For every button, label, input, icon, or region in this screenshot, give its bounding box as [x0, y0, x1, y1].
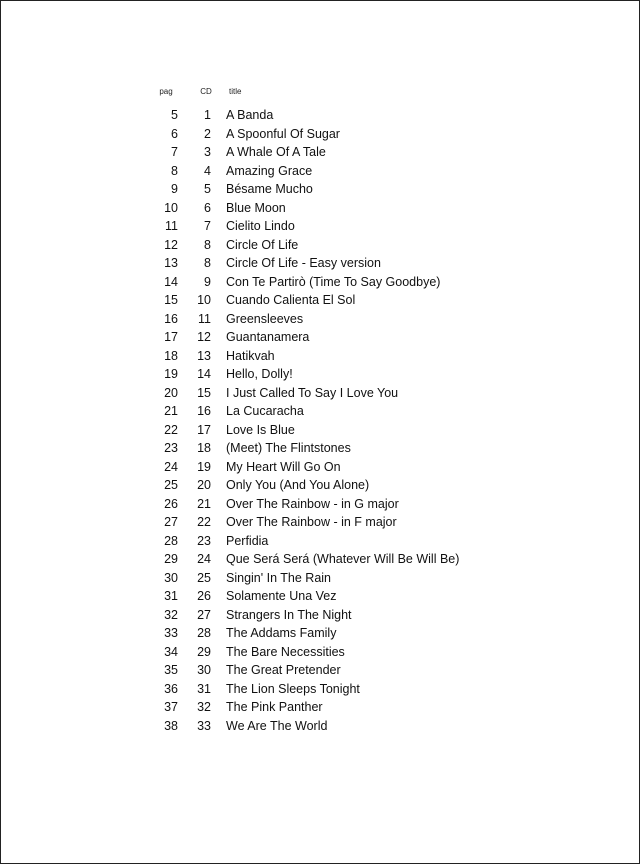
- page-number: 32: [164, 607, 178, 622]
- page-number: 7: [171, 145, 178, 159]
- page-number: 22: [164, 422, 178, 437]
- cd-track-number: 13: [197, 348, 211, 363]
- cd-track-number: 24: [197, 552, 211, 566]
- page-number: 34: [164, 644, 178, 659]
- song-title: The Lion Sleeps Tonight: [226, 681, 360, 696]
- toc-row: [151, 495, 591, 514]
- song-title: A Whale Of A Tale: [226, 145, 326, 159]
- toc-row: [151, 236, 591, 255]
- song-title: Amazing Grace: [226, 163, 313, 178]
- song-title: Hello, Dolly!: [226, 367, 293, 381]
- song-title: Perfidia: [226, 533, 269, 548]
- song-title: Que Será Será (Whatever Will Be Will Be): [226, 552, 460, 566]
- song-title: Only You (And You Alone): [226, 478, 370, 492]
- song-title: Solamente Una Vez: [226, 589, 337, 603]
- cd-track-number: 3: [204, 145, 211, 159]
- song-title: The Great Pretender: [226, 663, 341, 677]
- song-title: A Spoonful Of Sugar: [226, 126, 340, 141]
- toc-row: [151, 328, 591, 347]
- toc-header: [151, 85, 591, 99]
- page-number: 31: [164, 589, 178, 603]
- page-number: 29: [164, 552, 178, 566]
- cd-track-number: 18: [197, 441, 211, 455]
- page-number: 37: [164, 700, 178, 714]
- page-number: 8: [171, 163, 178, 178]
- page-number: 24: [164, 459, 178, 474]
- page-number: 14: [164, 274, 178, 289]
- cd-track-number: 25: [197, 570, 211, 585]
- song-title: Hatikvah: [226, 348, 275, 363]
- cd-track-number: 14: [197, 367, 211, 381]
- toc-row: [151, 624, 591, 643]
- toc-row: [151, 217, 591, 236]
- toc-row: [151, 513, 591, 532]
- song-title: The Bare Necessities: [226, 644, 345, 659]
- cd-track-number: 1: [204, 108, 211, 122]
- cd-track-number: 33: [197, 718, 211, 733]
- cd-track-number: 21: [197, 496, 211, 511]
- toc-row: [151, 162, 591, 181]
- cd-track-number: 4: [204, 163, 211, 178]
- page-number: 21: [164, 404, 178, 418]
- page-number: 5: [171, 108, 178, 122]
- toc-row: [151, 698, 591, 717]
- cd-track-number: 20: [197, 478, 211, 492]
- page-number: 13: [164, 256, 178, 270]
- toc-row: [151, 402, 591, 421]
- song-title: I Just Called To Say I Love You: [226, 385, 399, 400]
- song-title: Love Is Blue: [226, 422, 295, 437]
- toc-row: [151, 106, 591, 125]
- page-number: 23: [164, 441, 178, 455]
- cd-track-number: 9: [204, 274, 211, 289]
- song-title: My Heart Will Go On: [226, 459, 341, 474]
- song-title: Cielito Lindo: [226, 219, 295, 233]
- cd-track-number: 22: [197, 515, 211, 529]
- toc-row: [151, 254, 591, 273]
- page-number: 9: [171, 182, 178, 196]
- cd-track-number: 23: [197, 533, 211, 548]
- song-title: The Addams Family: [226, 626, 337, 640]
- toc-row: [151, 143, 591, 162]
- toc-row: [151, 680, 591, 699]
- toc-row: [151, 550, 591, 569]
- song-title: The Pink Panther: [226, 700, 323, 714]
- toc-row: [151, 421, 591, 440]
- table-of-contents: [151, 85, 591, 735]
- song-title: Over The Rainbow - in F major: [226, 515, 397, 529]
- page-number: 6: [171, 126, 178, 141]
- cd-track-number: 16: [197, 404, 211, 418]
- page-number: 17: [164, 330, 178, 344]
- toc-row: [151, 569, 591, 588]
- song-title: (Meet) The Flintstones: [226, 441, 351, 455]
- header-pag: pag: [159, 87, 173, 96]
- page-number: 28: [164, 533, 178, 548]
- page-number: 26: [164, 496, 178, 511]
- cd-track-number: 15: [197, 385, 211, 400]
- cd-track-number: 7: [204, 219, 211, 233]
- cd-track-number: 8: [204, 237, 211, 252]
- song-title: A Banda: [226, 108, 274, 122]
- page-number: 18: [164, 348, 178, 363]
- cd-track-number: 17: [197, 422, 211, 437]
- page-number: 16: [164, 311, 178, 326]
- song-title: Con Te Partirò (Time To Say Goodbye): [226, 274, 441, 289]
- header-title: title: [229, 87, 242, 96]
- cd-track-number: 19: [197, 459, 211, 474]
- cd-track-number: 2: [204, 126, 211, 141]
- header-cd: CD: [200, 87, 212, 96]
- toc-row: [151, 458, 591, 477]
- toc-row: [151, 532, 591, 551]
- page-number: 36: [164, 681, 178, 696]
- cd-track-number: 30: [197, 663, 211, 677]
- toc-row: [151, 661, 591, 680]
- page-number: 10: [164, 200, 178, 215]
- song-title: Guantanamera: [226, 330, 310, 344]
- song-title: We Are The World: [226, 718, 328, 733]
- page-number: 38: [164, 718, 178, 733]
- page-number: 35: [164, 663, 178, 677]
- cd-track-number: 8: [204, 256, 211, 270]
- toc-row: [151, 476, 591, 495]
- page-number: 11: [165, 219, 178, 233]
- song-title: La Cucaracha: [226, 404, 304, 418]
- page-number: 30: [164, 570, 178, 585]
- toc-row: [151, 365, 591, 384]
- page-number: 20: [164, 385, 178, 400]
- song-title: Singin' In The Rain: [226, 570, 331, 585]
- toc-row: [151, 199, 591, 218]
- song-title: Blue Moon: [226, 200, 286, 215]
- page-number: 19: [164, 367, 178, 381]
- song-title: Circle Of Life: [226, 237, 299, 252]
- cd-track-number: 6: [204, 200, 211, 215]
- cd-track-number: 31: [197, 681, 211, 696]
- toc-rows: [151, 106, 591, 735]
- toc-row: [151, 384, 591, 403]
- toc-row: [151, 717, 591, 736]
- toc-row: [151, 273, 591, 292]
- toc-row: [151, 643, 591, 662]
- song-title: Strangers In The Night: [226, 607, 352, 622]
- toc-row: [151, 291, 591, 310]
- toc-row: [151, 439, 591, 458]
- cd-track-number: 11: [198, 311, 211, 326]
- page-number: 12: [164, 237, 178, 252]
- page-number: 27: [164, 515, 178, 529]
- cd-track-number: 12: [197, 330, 211, 344]
- toc-row: [151, 606, 591, 625]
- cd-track-number: 10: [197, 293, 211, 307]
- page-number: 33: [164, 626, 178, 640]
- toc-row: [151, 125, 591, 144]
- toc-row: [151, 180, 591, 199]
- page-number: 25: [164, 478, 178, 492]
- toc-row: [151, 347, 591, 366]
- toc-row: [151, 310, 591, 329]
- song-title: Bésame Mucho: [226, 182, 313, 196]
- cd-track-number: 29: [197, 644, 211, 659]
- toc-row: [151, 587, 591, 606]
- song-title: Cuando Calienta El Sol: [226, 293, 356, 307]
- cd-track-number: 27: [197, 607, 211, 622]
- song-title: Over The Rainbow - in G major: [226, 496, 399, 511]
- cd-track-number: 32: [197, 700, 211, 714]
- cd-track-number: 26: [197, 589, 211, 603]
- page-number: 15: [164, 293, 178, 307]
- cd-track-number: 28: [197, 626, 211, 640]
- song-title: Circle Of Life - Easy version: [226, 256, 381, 270]
- cd-track-number: 5: [204, 182, 211, 196]
- song-title: Greensleeves: [226, 311, 304, 326]
